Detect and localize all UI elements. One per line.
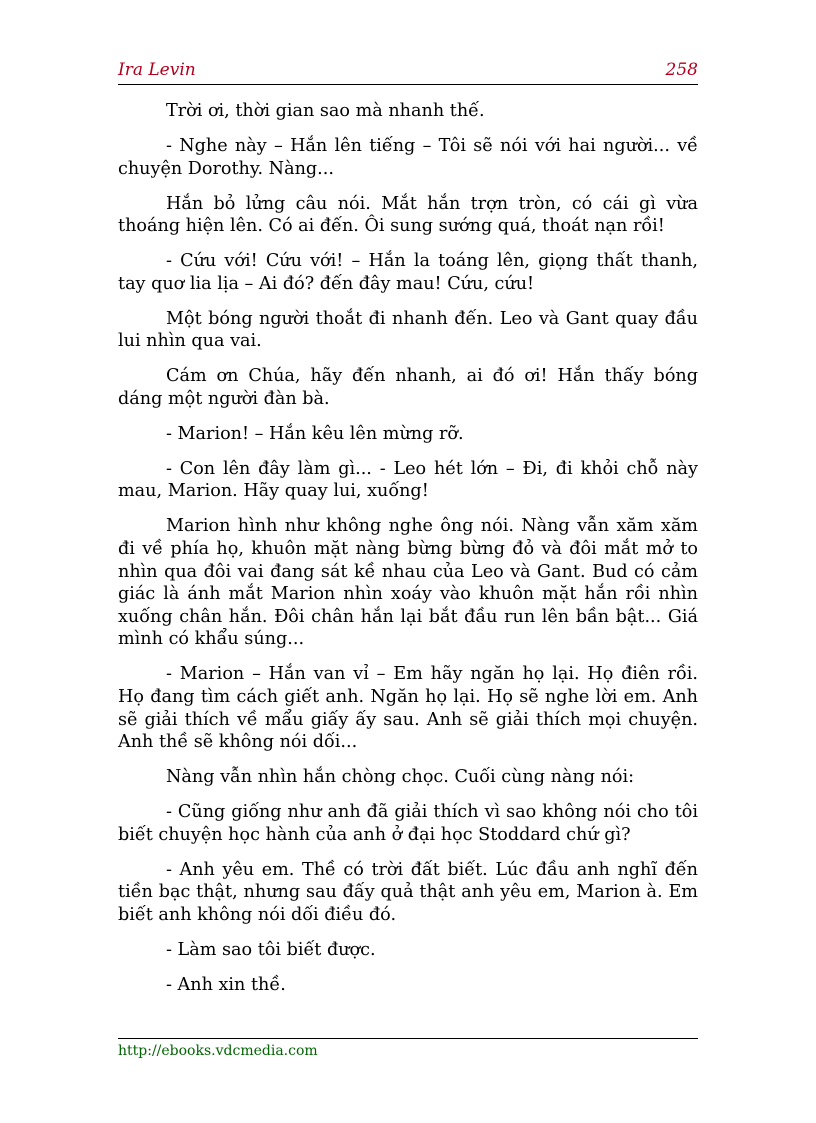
- paragraph: Trời ơi, thời gian sao mà nhanh thế.: [166, 101, 485, 121]
- paragraph: - Con lên đây làm gì... - Leo hét lớn – Đi, đi khỏi chỗ này mau, Marion. Hãy quay lui, xuống!: [118, 458, 698, 502]
- paragraph: - Anh yêu em. Thề có trời đất biết. Lúc đầu anh nghĩ đến tiền bạc thật, nhưng sau đấy quả thật anh yêu em, Marion à. Em biết anh không nói dối điều đó.: [118, 859, 698, 925]
- paragraph: Một bóng người thoắt đi nhanh đến. Leo và Gant quay đầu lui nhìn qua vai.: [118, 308, 698, 352]
- book-body: [118, 100, 698, 1009]
- footer-link[interactable]: http://ebooks.vdcmedia.com: [118, 1043, 318, 1059]
- paragraph: - Anh xin thề.: [166, 974, 286, 995]
- header-author: Ira Levin: [118, 60, 196, 80]
- page-header: [118, 60, 698, 85]
- paragraph: - Marion – Hắn van vỉ – Em hãy ngăn họ lại. Họ điên rồi. Họ đang tìm cách giết anh. Ngăn họ lại. Họ sẽ nghe lời em. Anh sẽ giải thích về mẩu giấy ấy sau. Anh sẽ giải thích mọi chuyện. Anh thề sẽ không nói dối...: [118, 664, 698, 753]
- paragraph: - Cứu với! Cứu với! – Hắn la toáng lên, giọng thất thanh, tay quơ lia lịa – Ai đó? đến đây mau! Cứu, cứu!: [118, 251, 698, 294]
- paragraph: - Làm sao tôi biết được.: [166, 939, 376, 960]
- paragraph: - Marion! – Hắn kêu lên mừng rỡ.: [166, 423, 464, 444]
- paragraph: Nàng vẫn nhìn hắn chòng chọc. Cuối cùng nàng nói:: [166, 767, 635, 788]
- header-page-number: 258: [665, 60, 698, 80]
- page-footer: [118, 1038, 698, 1059]
- paragraph: Cám ơn Chúa, hãy đến nhanh, ai đó ơi! Hắn thấy bóng dáng một người đàn bà.: [118, 366, 698, 409]
- paragraph: Marion hình như không nghe ông nói. Nàng vẫn xăm xăm đi về phía họ, khuôn mặt nàng bừng bừng đỏ và đôi mắt mở to nhìn qua đôi vai đang sát kề nhau của Leo và Gant. Bud có cảm giác là ánh mắt Marion nhìn xoáy vào khuôn mặt hắn rồi nhìn xuống chân hắn. Đôi chân hắn lại bắt đầu run lên bần bật... Giá mình có khẩu súng...: [118, 516, 698, 650]
- paragraph: - Nghe này – Hắn lên tiếng – Tôi sẽ nói với hai người... về chuyện Dorothy. Nàng...: [118, 135, 698, 179]
- paragraph: Hắn bỏ lửng câu nói. Mắt hắn trợn tròn, có cái gì vừa thoáng hiện lên. Có ai đến. Ôi sung sướng quá, thoát nạn rồi!: [118, 193, 698, 237]
- paragraph: - Cũng giống như anh đã giải thích vì sao không nói cho tôi biết chuyện học hành của anh ở đại học Stoddard chứ gì?: [118, 802, 698, 845]
